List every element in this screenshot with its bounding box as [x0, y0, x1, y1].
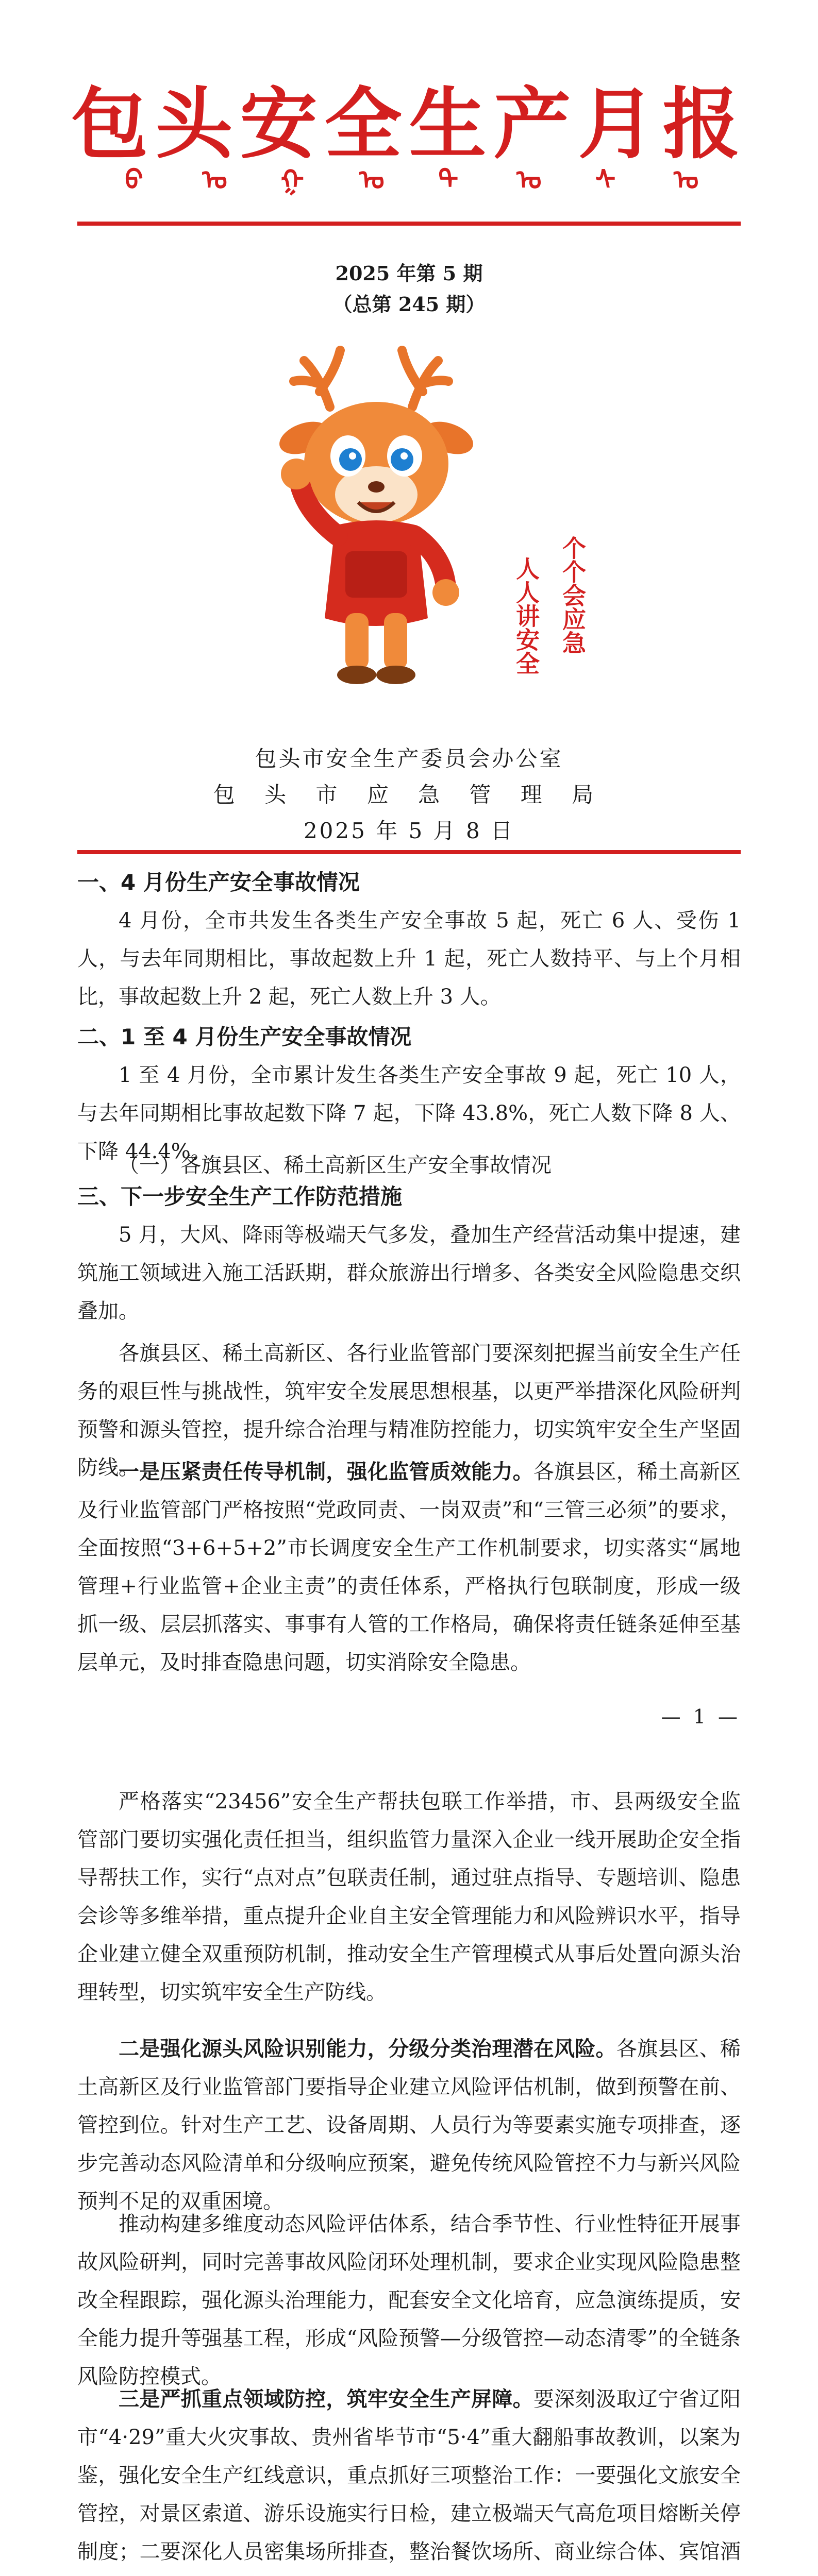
page-2 [0, 1535, 818, 2576]
mongolian-glyph: ᠤ [673, 165, 699, 196]
paragraph-lead: 一是压紧责任传导机制，强化监管质效能力。 [119, 1460, 533, 1484]
section-3-paragraph-3 [77, 1453, 741, 1674]
paragraph-body: 各旗县区、稀土高新区及行业监管部门要指导企业建立风险评估机制，做到预警在前、管控到位。针对生产工艺、设备周期、人员行为等要素实施专项排查，逐步完善动态风险清单和分级响应预案，避免传统风险管控不力与新兴风险预判不足的双重困境。 [77, 2037, 741, 2213]
issuing-bureau: 包 头 市 应 急 管 理 局 [213, 782, 605, 807]
page-2-paragraph-2 [77, 2030, 741, 2221]
mongolian-glyph: ᠲ [438, 165, 459, 196]
section-2-paragraph: 1 至 4 月份，全市累计发生各类生产安全事故 9 起，死亡 10 人，与去年同期相比事故起数下降 7 起，下降 43.8%，死亡人数下降 8 人、下降 44.4%。 [77, 1063, 741, 1163]
mongolian-title [124, 165, 699, 196]
mongolian-glyph: ᠪ [125, 165, 143, 196]
paragraph-lead: 二是强化源头风险识别能力，分级分类治理潜在风险。 [119, 2037, 616, 2061]
section-3-title: 三、下一步安全生产工作防范措施 [77, 1184, 403, 1209]
mongolian-glyph: ᠣ [359, 165, 385, 196]
section-2-title: 二、1 至 4 月份生产安全事故情况 [77, 1024, 412, 1049]
mongolian-glyph: ᠭ [280, 165, 304, 196]
safety-slogan [510, 536, 613, 680]
section-3-paragraph-1: 5 月，大风、降雨等极端天气多发，叠加生产经营活动集中提速，建筑施工领域进入施工活跃期，群众旅游出行增多、各类安全风险隐患交织叠加。 [77, 1223, 741, 1323]
mongolian-glyph: ᠰ [595, 165, 616, 196]
paragraph-body: 各旗县区，稀土高新区及行业监管部门严格按照“党政同责、一岗双责”和“三管三必须”的要求，全面按照“3+6+5+2”市长调度安全生产工作机制要求，切实落实“属地管理+行业监管+企业主责”的责任体系，严格执行包联制度，形成一级抓一级、层层抓落实、事事有人管的工作格局，确保将责任链条延伸至基层单元，及时排查隐患问题，切实消除安全隐患。 [77, 1460, 741, 1674]
slogan-line-2: 个个会应急 [559, 536, 587, 654]
section-1-paragraph: 4 月份，全市共发生各类生产安全事故 5 起，死亡 6 人、受伤 1 人，与去年同期相比，事故起数上升 1 起，死亡人数持平、与上个月相比，事故起数上升 2 起，死亡人数上升 3 人。 [77, 909, 741, 1009]
mongolian-glyph: ᠣ [202, 165, 227, 196]
issue-number: 2025 年第 5 期 [335, 262, 483, 285]
slogan-line-1: 人人讲安全 [512, 556, 540, 675]
issuing-office: 包头市安全生产委员会办公室 [255, 746, 563, 771]
section-2-subtitle: （一）各旗县区、稀土高新区生产安全事故情况 [119, 1154, 552, 1177]
issue-total: （总第 245 期） [332, 293, 486, 316]
section-1-title: 一、4 月份生产安全事故情况 [77, 870, 360, 895]
page-number-1: — 1 — [661, 1705, 741, 1728]
mascot-deer-illustration [242, 330, 510, 701]
page-2-paragraph-4 [77, 2380, 741, 2576]
issue-date: 2025 年 5 月 8 日 [303, 818, 515, 843]
section-3-paragraph-2: 各旗县区、稀土高新区、各行业监管部门要深刻把握当前安全生产任务的艰巨性与挑战性，筑牢安全发展思想根基，以更严举措深化风险研判预警和源头管控，提升综合治理与精准防控能力，切实筑牢安全生产坚固防线。 [77, 1342, 741, 1480]
header-divider [77, 850, 741, 854]
paragraph-body: 要深刻汲取辽宁省辽阳市“4·29”重大火灾事故、贵州省毕节市“5·4”重大翻船事故教训，以案为鉴，强化安全生产红线意识，重点抓好三项整治工作：一要强化文旅安全管控，对景区索道、游乐设施实行日检，建立极端天气高危项目熔断关停制度；二要深化人员密集场所排查，整治餐饮场所、商业综合体、宾馆酒 [77, 2387, 741, 2564]
paragraph-lead: 三是严抓重点领域防控，筑牢安全生产屏障。 [119, 2387, 533, 2411]
page-2-paragraph-3: 推动构建多维度动态风险评估体系，结合季节性、行业性特征开展事故风险研判，同时完善事故风险闭环处理机制，要求企业实现风险隐患整改全程跟踪，强化源头治理能力，配套安全文化培育，应急演练提质，安全能力提升等强基工程，形成“风险预警—分级管控—动态清零”的全链条风险防控模式。 [77, 2212, 741, 2388]
mongolian-glyph: ᠣ [516, 165, 542, 196]
page-2-paragraph-1: 严格落实“23456”安全生产帮扶包联工作举措，市、县两级安全监管部门要切实强化责任担当，组织监管力量深入企业一线开展助企安全指导帮扶工作，实行“点对点”包联责任制，通过驻点指导、专题培训、隐患会诊等多维举措，重点提升企业自主安全管理能力和风险辨识水平，指导企业建立健全双重预防机制，推动安全生产管理模式从事后处置向源头治理转型，切实筑牢安全生产防线。 [77, 1790, 741, 2004]
masthead-divider [77, 222, 741, 226]
masthead-title: 包头安全生产月报 [71, 80, 747, 170]
